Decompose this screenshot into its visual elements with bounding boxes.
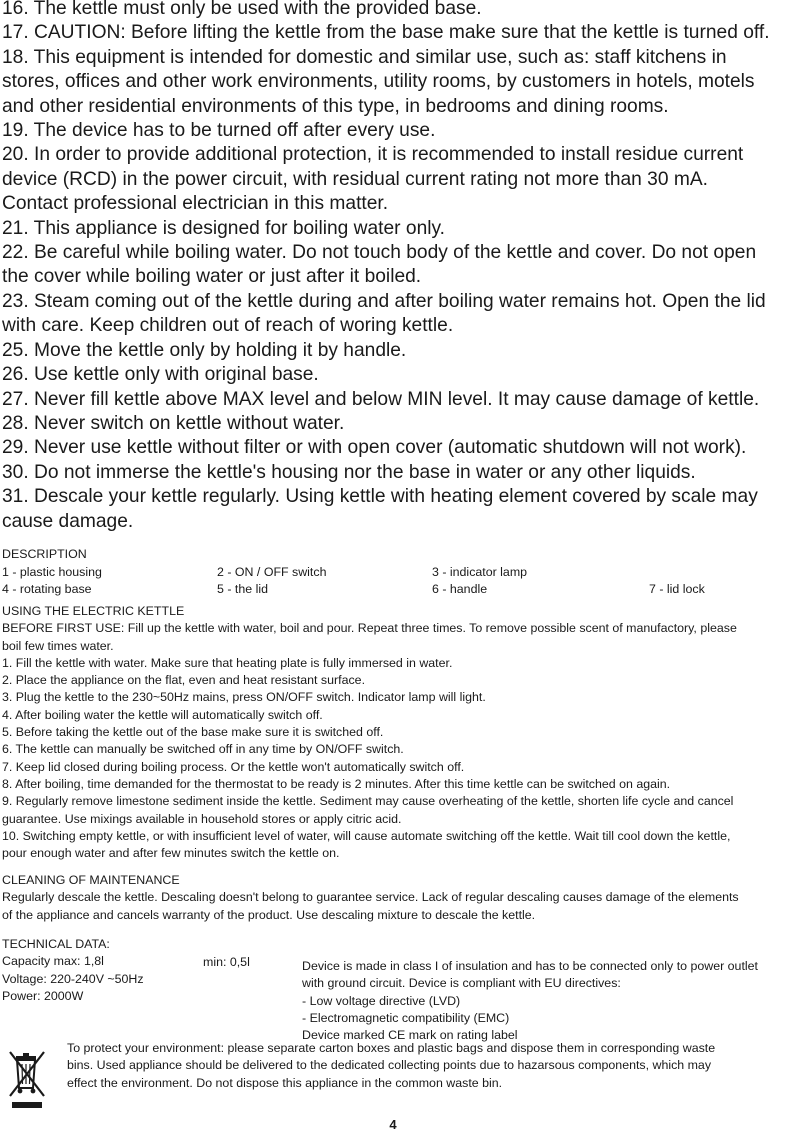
safety-line: with care. Keep children out of reach of woring kettle. [2,315,454,337]
safety-instructions [2,0,786,534]
power: Power: 2000W [2,988,84,1003]
safety-line: 17. CAUTION: Before lifting the kettle from the base make sure that the kettle is turned off. [2,22,770,44]
safety-line: 16. The kettle must only be used with the provided base. [2,0,482,19]
cleaning-line: of the appliance and cancels warranty of the product. Use descaling mixture to descale the kettle. [2,907,536,922]
part-item: 3 - indicator lamp [432,565,528,579]
voltage: Voltage: 220-240V ~50Hz [2,971,144,986]
description-row [2,581,784,598]
part-item: 2 - ON / OFF switch [217,565,327,579]
safety-line: Contact professional electrician in this matter. [2,193,389,215]
capacity-min: min: 0,5l [203,955,250,969]
usage-step: 10. Switching empty kettle, or with insufficient level of water, will cause automate switching off the kettle. Wait till cool down the kettle, [2,828,731,843]
section-heading: CLEANING OF MAINTENANCE [2,873,180,887]
compliance-line: with ground circuit. Device is compliant with EU directives: [302,976,621,991]
cleaning-line: Regularly descale the kettle. Descaling doesn't belong to guarantee service. Lack of regular descaling causes damage of the elements [2,890,739,905]
part-item: 5 - the lid [217,582,268,596]
usage-step: 9. Regularly remove limestone sediment inside the kettle. Sediment may cause overheating of the kettle, shorten life cycle and cancel [2,794,734,809]
environment-line: bins. Used appliance should be delivered to the dedicated collecting points due to hazarsous components, which may [67,1058,712,1073]
compliance-line: - Low voltage directive (LVD) [302,993,461,1008]
crossed-out-wheelie-bin-icon [6,1050,48,1112]
usage-step: 6. The kettle can manually be switched off in any time by ON/OFF switch. [2,742,404,757]
usage-step: 5. Before taking the kettle out of the base make sure it is switched off. [2,725,384,740]
using-section [2,603,784,862]
description-row [2,564,784,581]
compliance-line: Device marked CE mark on rating label [302,1028,518,1043]
compliance-line: Device is made in class I of insulation and has to be connected only to power outlet [302,959,758,973]
safety-line: 31. Descale your kettle regularly. Using kettle with heating element covered by scale may [2,486,758,508]
safety-line: 20. In order to provide additional protection, it is recommended to install residue current [2,144,744,166]
safety-line: 30. Do not immerse the kettle's housing nor the base in water or any other liquids. [2,461,696,483]
safety-line: 25. Move the kettle only by holding it by handle. [2,339,407,361]
environment-line: To protect your environment: please separate carton boxes and plastic bags and dispose them in corresponding waste [67,1041,716,1055]
safety-line: 18. This equipment is intended for domestic and similar use, such as: staff kitchens in [2,46,727,68]
section-heading: TECHNICAL DATA: [2,937,110,951]
usage-step: pour enough water and after few minutes switch the kettle on. [2,846,340,861]
safety-line: 26. Use kettle only with original base. [2,364,319,386]
capacity-max: Capacity max: 1,8l [2,954,104,969]
part-item: 4 - rotating base [2,582,92,596]
safety-line: cause damage. [2,510,134,532]
usage-step: 1. Fill the kettle with water. Make sure that heating plate is fully immersed in water. [2,655,453,670]
part-item: 6 - handle [432,582,488,596]
part-item: 7 - lid lock [649,582,705,596]
usage-step: 4. After boiling water the kettle will automatically switch off. [2,707,323,722]
safety-line: 19. The device has to be turned off after every use. [2,120,436,142]
safety-line: the cover while boiling water or just after it boiled. [2,266,422,288]
before-first-use: boil few times water. [2,638,114,653]
safety-line: 28. Never switch on kettle without water. [2,412,345,434]
section-heading: USING THE ELECTRIC KETTLE [2,604,185,618]
safety-line: 23. Steam coming out of the kettle during and after boiling water remains hot. Open the lid [2,290,766,312]
compliance-line: - Electromagnetic compatibility (EMC) [302,1010,510,1025]
usage-step: 8. After boiling, time demanded for the thermostat to be ready is 2 minutes. After this time kettle can be switched on again. [2,776,671,791]
usage-step: 3. Plug the kettle to the 230~50Hz mains, press ON/OFF switch. Indicator lamp will light. [2,690,486,705]
technical-data [2,936,144,1005]
usage-step: 7. Keep lid closed during boiling process. Or the kettle won't automatically switch off. [2,759,465,774]
compliance-info [302,958,758,1044]
cleaning-section [2,872,784,924]
environment-line: effect the environment. Do not dispose this appliance in the common waste bin. [67,1075,503,1090]
environment-notice [67,1040,784,1092]
safety-line: stores, offices and other work environments, utility rooms, by customers in hotels, motels [2,71,755,93]
safety-line: device (RCD) in the power circuit, with residual current rating not more than 30 mA. [2,168,708,190]
part-item: 1 - plastic housing [2,565,102,579]
page-number: 4 [389,1117,397,1132]
safety-line: and other residential environments of this type, in bedrooms and dining rooms. [2,95,669,117]
safety-line: 29. Never use kettle without filter or with open cover (automatic shutdown will not work). [2,437,747,459]
usage-step: guarantee. Use mixings available in household stores or apply citric acid. [2,811,402,826]
safety-line: 22. Be careful while boiling water. Do not touch body of the kettle and cover. Do not open [2,242,757,264]
before-first-use: BEFORE FIRST USE: Fill up the kettle with water, boil and pour. Repeat three times. To remove possible scent of manufactory, please [2,621,737,636]
description-heading: DESCRIPTION [2,547,87,561]
safety-line: 21. This appliance is designed for boiling water only. [2,217,445,239]
usage-step: 2. Place the appliance on the flat, even and heat resistant surface. [2,673,366,688]
safety-line: 27. Never fill kettle above MAX level and below MIN level. It may cause damage of kettle. [2,388,760,410]
